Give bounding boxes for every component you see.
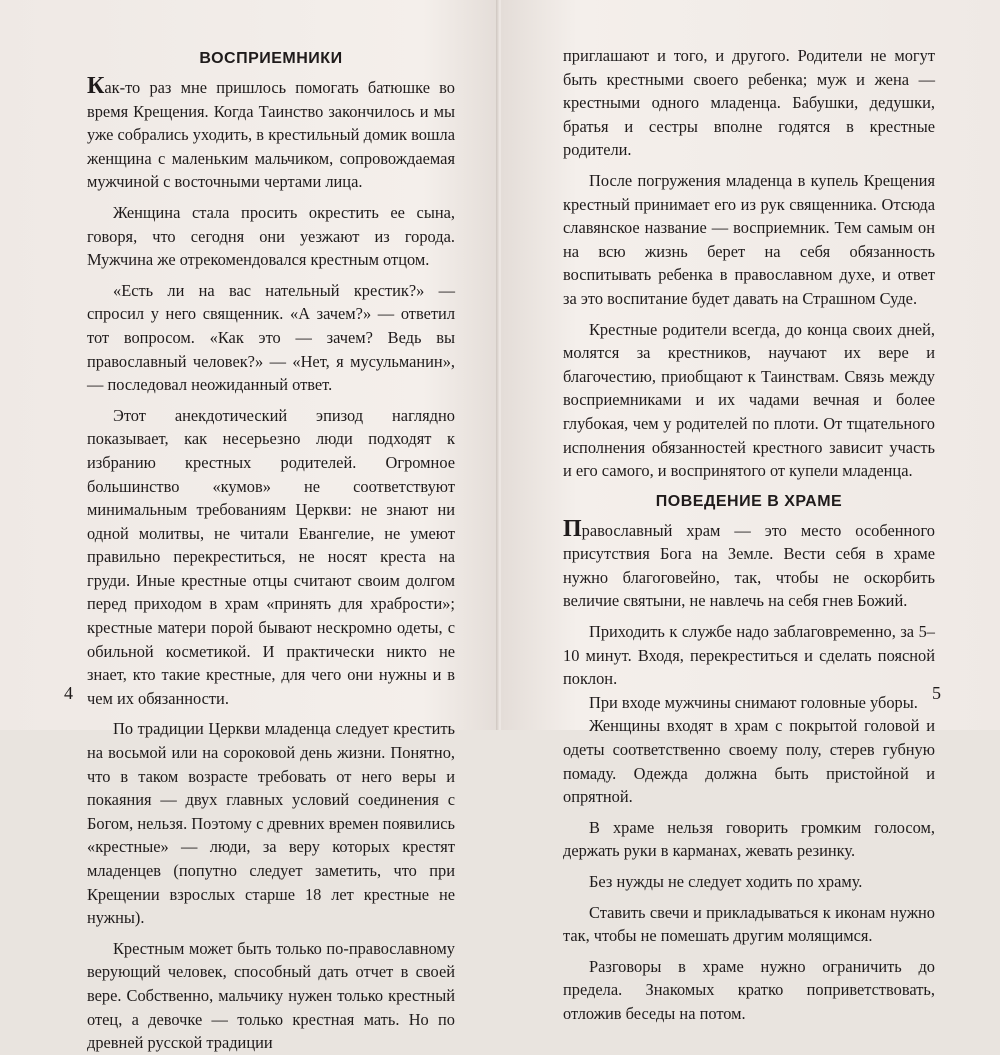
drop-cap: П [563, 515, 582, 542]
continuation-paragraph: приглашают и того, и другого. Родители не могут быть крестными своего ребенка; муж и жена — крестными одного младенца. Бабушки, дедушки, братья и сестры вполне годятся в крестные родители. [563, 46, 935, 160]
left-page [0, 0, 498, 1053]
drop-cap: К [87, 73, 105, 99]
opening-paragraph [563, 515, 935, 613]
opening-paragraph [87, 73, 455, 194]
opening-paragraph-text: равославный храм — это место особенного присутствия Бога на Земле. Вести себя в храме нужно благоговейно, так, чтобы не оскорбить величие святыни, не навлечь на себя гнев Божий. [563, 520, 935, 611]
paragraph: После погружения младенца в купель Крещения крестный принимает его из рук священника. Отсюда славянское название — восприемник. Тем самым он на всю жизнь берет на себя обязанность воспитывать ребенка в православном духе, и ответ за это воспитание будет давать на Страшном Суде. [563, 170, 935, 308]
opening-paragraph-text: ак-то раз мне пришлось помогать батюшке во время Крещения. Когда Таинство закончилось и мы уже собрались уходить, в крестильный домик вошла женщина с маленьким мальчиком, сопровождаемая мужчиной с восточными чертами лица. [87, 78, 455, 192]
paragraph: Приходить к службе надо заблаговременно, за 5–10 минут. Входя, перекреститься и сделать поясной поклон. [563, 622, 935, 689]
section-heading-vospriemniki: ВОСПРИЕМНИКИ [199, 50, 343, 67]
paragraph: При входе мужчины снимают головные уборы. [589, 692, 918, 712]
paragraph: Разговоры в храме нужно ограничить до предела. Знакомых кратко поприветствовать, отложив беседы на потом. [563, 956, 935, 1023]
paragraph: Крестным может быть только по-православному верующий человек, способный дать отчет в своей вере. Собственно, мальчику нужен только крестный отец, а девочке — только крестная мать. Но по древней русской традиции [87, 938, 455, 1053]
page-number-right: 5 [932, 683, 941, 703]
paragraph: «Есть ли на вас нательный крестик?» — спросил у него священник. «А зачем?» — ответил тот вопросом. «Как это — зачем? Ведь вы православный человек?» — «Нет, я мусульманин», — последовал неожиданный ответ. [87, 280, 455, 395]
paragraph: Женщины входят в храм с покрытой головой и одеты соответственно своему полу, стерев губную помаду. Одежда должна быть пристойной и опрятной. [563, 716, 935, 807]
section-heading-povedenie: ПОВЕДЕНИЕ В ХРАМЕ [655, 492, 843, 510]
page-number-left: 4 [64, 683, 73, 703]
paragraph: Крестные родители всегда, до конца своих дней, молятся за крестников, научают их вере и благочестию, приобщают к Таинствам. Связь между восприемниками и их чадами вечная и более глубокая, чем у родителей по плоти. От тщательного исполнения обязанностей крестного зависит участь и его самого, и воспринятого от купели младенца. [563, 319, 935, 481]
paragraph: Ставить свечи и прикладываться к иконам нужно так, чтобы не помешать другим молящимся. [563, 902, 935, 946]
right-page [502, 0, 1000, 1023]
paragraph: Этот анекдотический эпизод наглядно показывает, как несерьезно люди подходят к избранию крестных родителей. Огромное большинство «кумов» не соответствуют минимальным требованиям Церкви: не знают ни одной молитвы, не читали Евангелие, не умеют правильно перекреститься, не носят креста на груди. Иные крестные отцы считают своим долгом перед приходом в храм «принять для храбрости»; крестные матери порой бывают нескромно одеты, с обильной косметикой. И практически никто не знает, кто такие крестные, для чего они нужны и в чем их обязанности. [87, 405, 455, 708]
paragraph: Женщина стала просить окрестить ее сына, говоря, что сегодня они уезжают из города. Мужчина же отрекомендовался крестным отцом. [87, 202, 455, 270]
paragraph: В храме нельзя говорить громким голосом, держать руки в карманах, жевать резинку. [563, 817, 935, 861]
paragraph: По традиции Церкви младенца следует крестить на восьмой или на сороковой день жизни. Понятно, что в таком возрасте требовать от него веры и покаяния — двух главных условий соединения с Богом, нельзя. Поэтому с древних времен появились «крестные» — люди, за веру которых крестят младенцев (попутно следует заметить, что при Крещении взрослых старше 18 лет крестные не нужны). [87, 719, 455, 928]
right-page-text [563, 44, 935, 1026]
paragraph: Без нужды не следует ходить по храму. [589, 872, 863, 891]
left-page-text [87, 44, 455, 1055]
